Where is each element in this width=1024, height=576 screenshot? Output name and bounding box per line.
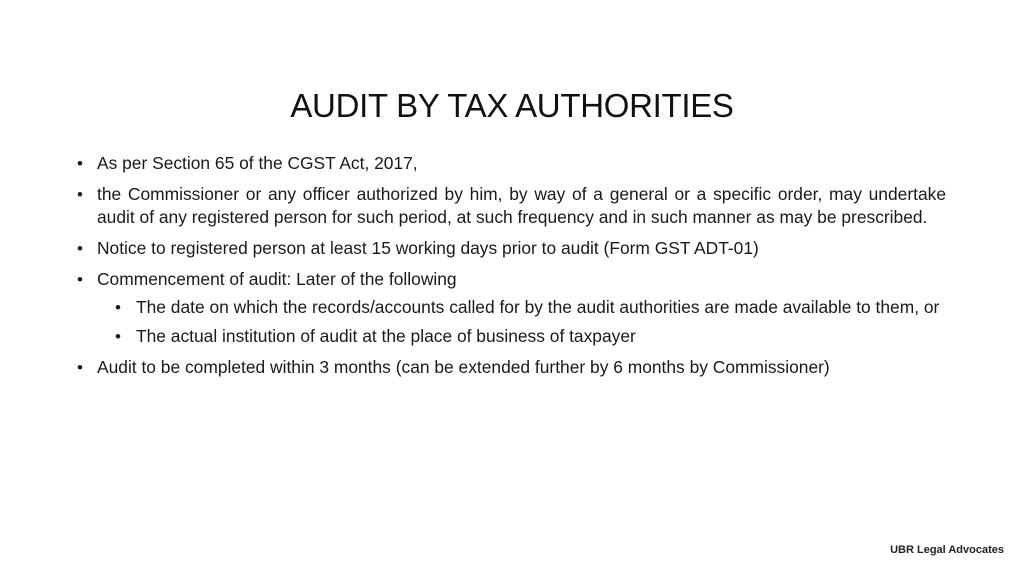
bullet-text: Commencement of audit: Later of the following: [97, 269, 457, 289]
bullet-item: [77, 183, 946, 229]
bullet-marker: •: [77, 154, 83, 173]
bullet-item: [77, 152, 946, 175]
bullet-item: [77, 237, 946, 260]
bullet-marker: •: [77, 239, 83, 258]
bullet-text: Audit to be completed within 3 months (can be extended further by 6 months by Commissioner): [97, 357, 830, 377]
bullet-list: [77, 152, 946, 387]
sub-bullet-marker: •: [115, 327, 121, 346]
sub-bullet-item: [115, 296, 946, 319]
sub-bullet-marker: •: [115, 298, 121, 317]
sub-bullet-item: [115, 325, 946, 348]
sub-bullet-list: [115, 296, 946, 348]
bullet-marker: •: [77, 358, 83, 377]
bullet-item: [77, 268, 946, 348]
bullet-marker: •: [77, 270, 83, 289]
bullet-item: [77, 356, 946, 379]
sub-bullet-text: The date on which the records/accounts called for by the audit authorities are made available to them, or: [136, 297, 940, 317]
bullet-text: Notice to registered person at least 15 working days prior to audit (Form GST ADT-01): [97, 238, 759, 258]
bullet-text: As per Section 65 of the CGST Act, 2017,: [97, 153, 418, 173]
slide-title: AUDIT BY TAX AUTHORITIES: [290, 87, 734, 125]
footer-firm-name: UBR Legal Advocates: [890, 544, 1004, 556]
bullet-text: the Commissioner or any officer authorized by him, by way of a general or a specific order, may undertake audit of any registered person for such period, at such frequency and in such manner as may be prescribed.: [97, 184, 946, 227]
sub-bullet-text: The actual institution of audit at the place of business of taxpayer: [136, 326, 636, 346]
bullet-marker: •: [77, 185, 83, 204]
